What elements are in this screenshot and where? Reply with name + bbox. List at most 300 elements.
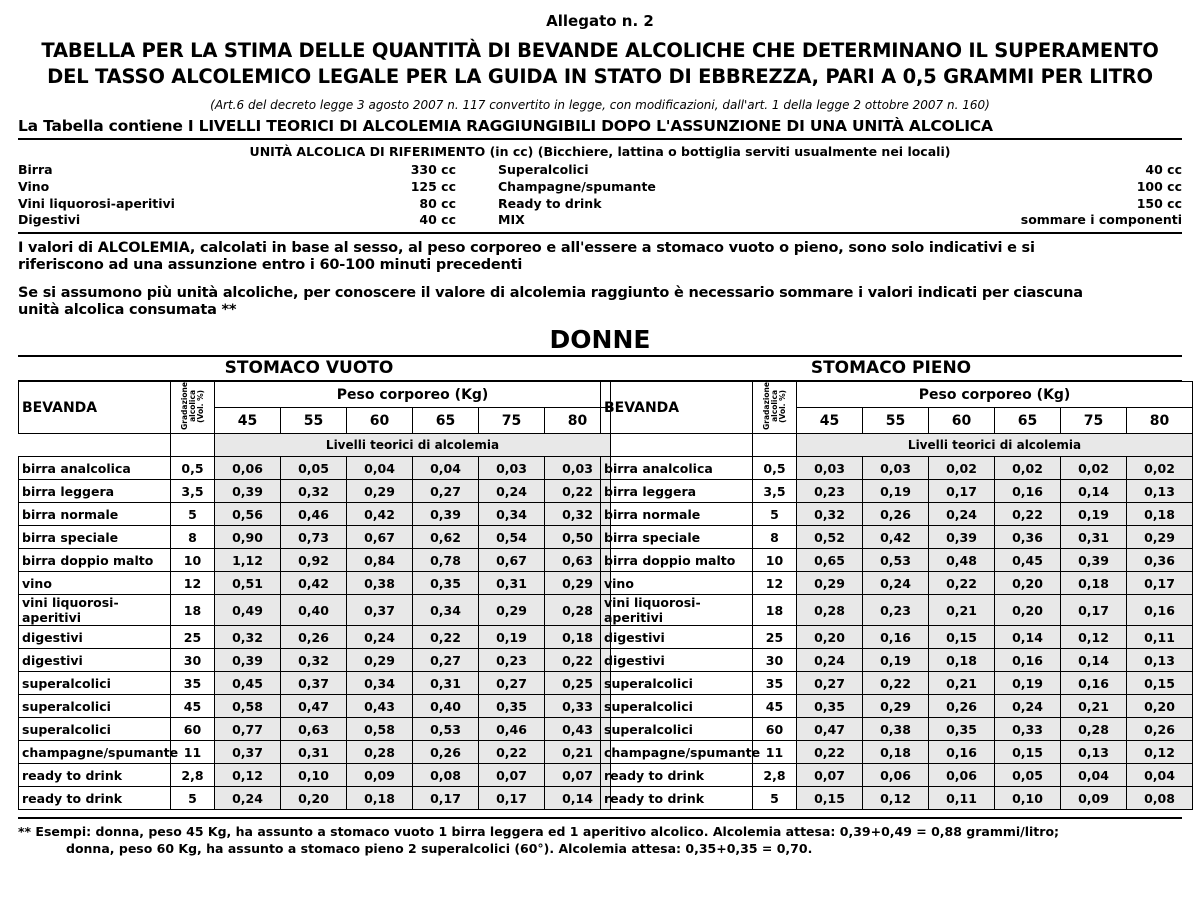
cell-alcolemia: 0,13 <box>1061 741 1127 764</box>
cell-alcolemia: 0,40 <box>413 695 479 718</box>
cell-alcolemia: 0,26 <box>413 741 479 764</box>
cell-alcolemia: 0,14 <box>545 787 611 810</box>
cell-alcolemia: 0,09 <box>347 764 413 787</box>
cell-alcolemia: 0,34 <box>347 672 413 695</box>
cell-alcolemia: 0,18 <box>929 649 995 672</box>
cell-alcolemia: 0,03 <box>545 457 611 480</box>
cell-alcolemia: 0,06 <box>215 457 281 480</box>
table-row <box>601 741 1193 764</box>
cell-alcolemia: 0,07 <box>545 764 611 787</box>
stomaco-headers <box>18 355 1182 381</box>
cell-bevanda: birra doppio malto <box>19 549 171 572</box>
weight-55-pieno: 55 <box>863 408 929 434</box>
cell-alcolemia: 0,31 <box>281 741 347 764</box>
table-row <box>19 672 611 695</box>
cell-alcolemia: 0,26 <box>1127 718 1193 741</box>
cell-alcolemia: 0,14 <box>995 626 1061 649</box>
cell-alcolemia: 0,13 <box>1127 649 1193 672</box>
weight-60-vuoto: 60 <box>347 408 413 434</box>
cell-alcolemia: 0,32 <box>545 503 611 526</box>
col-header-gradazione-pieno <box>753 382 797 434</box>
cell-alcolemia: 0,05 <box>281 457 347 480</box>
cell-gradazione: 5 <box>171 503 215 526</box>
cell-alcolemia: 0,04 <box>413 457 479 480</box>
table-row <box>19 695 611 718</box>
cell-gradazione: 10 <box>171 549 215 572</box>
cell-bevanda: birra leggera <box>601 480 753 503</box>
cell-alcolemia: 0,15 <box>995 741 1061 764</box>
cell-alcolemia: 0,24 <box>347 626 413 649</box>
col-header-livelli-pieno: Livelli teorici di alcolemia <box>797 434 1193 457</box>
note-somma-line-2: unità alcolica consumata ** <box>18 302 237 319</box>
cell-alcolemia: 0,65 <box>797 549 863 572</box>
cell-alcolemia: 0,43 <box>347 695 413 718</box>
cell-alcolemia: 0,18 <box>545 626 611 649</box>
table-row <box>19 595 611 626</box>
ua-left-label-0: Birra <box>18 162 53 178</box>
cell-alcolemia: 0,22 <box>545 649 611 672</box>
cell-alcolemia: 0,14 <box>1061 480 1127 503</box>
cell-bevanda: birra doppio malto <box>601 549 753 572</box>
cell-alcolemia: 0,16 <box>863 626 929 649</box>
cell-gradazione: 25 <box>171 626 215 649</box>
cell-alcolemia: 0,24 <box>863 572 929 595</box>
cell-bevanda: birra normale <box>19 503 171 526</box>
cell-alcolemia: 0,38 <box>863 718 929 741</box>
ua-right-label-0: Superalcolici <box>498 162 589 178</box>
ua-left-label-2: Vini liquorosi-aperitivi <box>18 195 175 211</box>
weight-80-pieno: 80 <box>1127 408 1193 434</box>
cell-alcolemia: 0,05 <box>995 764 1061 787</box>
table-row <box>19 526 611 549</box>
note-alcolemia <box>18 240 1182 274</box>
cell-alcolemia: 0,15 <box>797 787 863 810</box>
cell-alcolemia: 0,19 <box>1061 503 1127 526</box>
cell-alcolemia: 0,39 <box>215 480 281 503</box>
col-header-peso-pieno: Peso corporeo (Kg) <box>797 382 1193 408</box>
ua-left-amount-3: 40 cc <box>419 212 456 228</box>
cell-alcolemia: 0,20 <box>995 595 1061 626</box>
cell-gradazione: 0,5 <box>753 457 797 480</box>
cell-alcolemia: 0,17 <box>413 787 479 810</box>
cell-alcolemia: 0,39 <box>1061 549 1127 572</box>
cell-alcolemia: 0,02 <box>1127 457 1193 480</box>
cell-alcolemia: 0,43 <box>545 718 611 741</box>
ua-right-label-2: Ready to drink <box>498 195 602 211</box>
cell-alcolemia: 0,19 <box>863 649 929 672</box>
cell-gradazione: 45 <box>171 695 215 718</box>
cell-bevanda: vini liquorosi-aperitivi <box>19 595 171 626</box>
cell-alcolemia: 0,24 <box>995 695 1061 718</box>
cell-alcolemia: 0,26 <box>929 695 995 718</box>
table-head-vuoto <box>19 382 611 457</box>
cell-alcolemia: 0,17 <box>479 787 545 810</box>
cell-alcolemia: 0,67 <box>347 526 413 549</box>
cell-alcolemia: 0,34 <box>413 595 479 626</box>
cell-alcolemia: 0,21 <box>929 595 995 626</box>
cell-alcolemia: 0,11 <box>929 787 995 810</box>
cell-alcolemia: 0,28 <box>797 595 863 626</box>
weight-65-vuoto: 65 <box>413 408 479 434</box>
table-row <box>601 457 1193 480</box>
ua-left-label-1: Vino <box>18 179 50 195</box>
cell-alcolemia: 0,77 <box>215 718 281 741</box>
cell-gradazione: 3,5 <box>753 480 797 503</box>
cell-gradazione: 60 <box>753 718 797 741</box>
cell-alcolemia: 0,47 <box>797 718 863 741</box>
cell-bevanda: superalcolici <box>601 695 753 718</box>
ua-right-amount-1: 100 cc <box>1136 179 1182 195</box>
col-header-bevanda-pieno: BEVANDA <box>601 382 753 434</box>
cell-alcolemia: 0,45 <box>215 672 281 695</box>
ua-right-amount-3: sommare i componenti <box>1020 212 1182 228</box>
cell-gradazione: 11 <box>753 741 797 764</box>
cell-bevanda: birra analcolica <box>19 457 171 480</box>
cell-gradazione: 45 <box>753 695 797 718</box>
cell-alcolemia: 0,62 <box>413 526 479 549</box>
ua-left-amount-2: 80 cc <box>419 195 456 211</box>
cell-alcolemia: 0,24 <box>797 649 863 672</box>
cell-alcolemia: 0,32 <box>281 649 347 672</box>
cell-alcolemia: 0,04 <box>1127 764 1193 787</box>
cell-alcolemia: 0,18 <box>863 741 929 764</box>
weight-75-vuoto: 75 <box>479 408 545 434</box>
cell-alcolemia: 0,03 <box>479 457 545 480</box>
cell-alcolemia: 0,46 <box>281 503 347 526</box>
cell-gradazione: 12 <box>171 572 215 595</box>
cell-alcolemia: 0,53 <box>413 718 479 741</box>
weight-80-vuoto: 80 <box>545 408 611 434</box>
cell-alcolemia: 0,16 <box>995 649 1061 672</box>
cell-gradazione: 0,5 <box>171 457 215 480</box>
cell-alcolemia: 0,35 <box>797 695 863 718</box>
law-reference: (Art.6 del decreto legge 3 agosto 2007 n. 117 convertito in legge, con modificazioni, dall'art. 1 della legge 2 ottobre 2007 n. 160) <box>210 98 990 113</box>
weight-55-vuoto: 55 <box>281 408 347 434</box>
unita-alcolica-grid <box>18 162 1182 229</box>
cell-gradazione: 8 <box>753 526 797 549</box>
cell-alcolemia: 0,32 <box>215 626 281 649</box>
table-stomaco-pieno <box>600 381 1182 810</box>
cell-alcolemia: 0,06 <box>929 764 995 787</box>
cell-alcolemia: 0,12 <box>1127 741 1193 764</box>
cell-alcolemia: 0,29 <box>479 595 545 626</box>
table-row <box>19 457 611 480</box>
cell-alcolemia: 0,20 <box>1127 695 1193 718</box>
cell-gradazione: 30 <box>753 649 797 672</box>
cell-gradazione: 25 <box>753 626 797 649</box>
cell-gradazione: 18 <box>171 595 215 626</box>
cell-alcolemia: 0,37 <box>281 672 347 695</box>
cell-alcolemia: 0,26 <box>863 503 929 526</box>
cell-alcolemia: 0,35 <box>479 695 545 718</box>
cell-alcolemia: 0,31 <box>479 572 545 595</box>
cell-alcolemia: 0,13 <box>1127 480 1193 503</box>
cell-alcolemia: 0,50 <box>545 526 611 549</box>
alcolemia-tables <box>18 381 1182 810</box>
table-row <box>601 572 1193 595</box>
cell-alcolemia: 0,04 <box>1061 764 1127 787</box>
cell-alcolemia: 0,02 <box>929 457 995 480</box>
cell-gradazione: 5 <box>753 787 797 810</box>
cell-alcolemia: 0,15 <box>1127 672 1193 695</box>
ua-left-amount-0: 330 cc <box>410 162 456 178</box>
cell-bevanda: vino <box>19 572 171 595</box>
cell-alcolemia: 0,03 <box>797 457 863 480</box>
weight-45-vuoto: 45 <box>215 408 281 434</box>
data-table-pieno <box>600 381 1193 810</box>
cell-alcolemia: 0,17 <box>929 480 995 503</box>
note-alcolemia-line-2: riferiscono ad una assunzione entro i 60-100 minuti precedenti <box>18 257 523 274</box>
cell-gradazione: 30 <box>171 649 215 672</box>
cell-alcolemia: 0,37 <box>215 741 281 764</box>
table-row <box>601 787 1193 810</box>
unita-alcolica-heading: UNITÀ ALCOLICA DI RIFERIMENTO (in cc) (Bicchiere, lattina o bottiglia serviti usualmente nei locali) <box>249 144 951 160</box>
cell-alcolemia: 0,19 <box>995 672 1061 695</box>
cell-alcolemia: 0,02 <box>995 457 1061 480</box>
cell-alcolemia: 0,40 <box>281 595 347 626</box>
stomaco-pieno-title: STOMACO PIENO <box>810 358 972 379</box>
cell-gradazione: 18 <box>753 595 797 626</box>
cell-alcolemia: 0,04 <box>347 457 413 480</box>
weight-45-pieno: 45 <box>797 408 863 434</box>
ua-right-amount-2: 150 cc <box>1136 195 1182 211</box>
divider-mid <box>18 232 1182 234</box>
cell-alcolemia: 0,16 <box>1127 595 1193 626</box>
cell-alcolemia: 0,17 <box>1127 572 1193 595</box>
cell-alcolemia: 0,39 <box>215 649 281 672</box>
cell-gradazione: 60 <box>171 718 215 741</box>
cell-alcolemia: 0,22 <box>479 741 545 764</box>
footer-line-2: donna, peso 60 Kg, ha assunto a stomaco pieno 2 superalcolici (60°). Alcolemia attesa: 0,35+0,35 = 0,70. <box>66 841 813 857</box>
cell-alcolemia: 0,12 <box>215 764 281 787</box>
cell-alcolemia: 0,42 <box>863 526 929 549</box>
cell-alcolemia: 1,12 <box>215 549 281 572</box>
cell-bevanda: ready to drink <box>601 787 753 810</box>
cell-alcolemia: 0,20 <box>797 626 863 649</box>
cell-alcolemia: 0,21 <box>545 741 611 764</box>
col-header-livelli-vuoto: Livelli teorici di alcolemia <box>215 434 611 457</box>
cell-alcolemia: 0,27 <box>413 480 479 503</box>
cell-alcolemia: 0,12 <box>1061 626 1127 649</box>
cell-alcolemia: 0,39 <box>413 503 479 526</box>
table-body-pieno <box>601 457 1193 810</box>
cell-alcolemia: 0,21 <box>929 672 995 695</box>
gradazione-vertical-label: Gradazione alcolica (Vol. %) <box>179 382 205 431</box>
cell-gradazione: 35 <box>171 672 215 695</box>
cell-bevanda: birra analcolica <box>601 457 753 480</box>
table-row <box>601 672 1193 695</box>
table-row <box>601 626 1193 649</box>
cell-alcolemia: 0,27 <box>797 672 863 695</box>
cell-alcolemia: 0,21 <box>1061 695 1127 718</box>
cell-alcolemia: 0,92 <box>281 549 347 572</box>
cell-bevanda: ready to drink <box>19 764 171 787</box>
cell-alcolemia: 0,19 <box>863 480 929 503</box>
cell-alcolemia: 0,10 <box>281 764 347 787</box>
ua-right-amount-0: 40 cc <box>1145 162 1182 178</box>
col-header-bevanda-vuoto: BEVANDA <box>19 382 171 434</box>
cell-alcolemia: 0,29 <box>545 572 611 595</box>
cell-alcolemia: 0,37 <box>347 595 413 626</box>
cell-alcolemia: 0,35 <box>929 718 995 741</box>
cell-alcolemia: 0,18 <box>1127 503 1193 526</box>
cell-alcolemia: 0,29 <box>347 649 413 672</box>
cell-alcolemia: 0,33 <box>545 695 611 718</box>
cell-alcolemia: 0,25 <box>545 672 611 695</box>
table-head-pieno <box>601 382 1193 457</box>
cell-alcolemia: 0,35 <box>413 572 479 595</box>
cell-gradazione: 8 <box>171 526 215 549</box>
cell-bevanda: digestivi <box>19 649 171 672</box>
cell-alcolemia: 0,42 <box>281 572 347 595</box>
section-title-donne: DONNE <box>549 325 651 355</box>
cell-alcolemia: 0,12 <box>863 787 929 810</box>
cell-bevanda: birra speciale <box>601 526 753 549</box>
cell-alcolemia: 0,47 <box>281 695 347 718</box>
table-row <box>19 787 611 810</box>
table-row <box>601 695 1193 718</box>
footer-examples <box>18 817 1182 858</box>
cell-alcolemia: 0,31 <box>1061 526 1127 549</box>
divider-top <box>18 138 1182 140</box>
cell-alcolemia: 0,24 <box>929 503 995 526</box>
cell-alcolemia: 0,36 <box>995 526 1061 549</box>
cell-alcolemia: 0,38 <box>347 572 413 595</box>
note-somma-line-1: Se si assumono più unità alcoliche, per conoscere il valore di alcolemia raggiunto è necessario sommare i valori indicati per ciascuna <box>18 285 1083 302</box>
table-row <box>19 572 611 595</box>
table-row <box>601 480 1193 503</box>
data-table-vuoto <box>18 381 611 810</box>
cell-alcolemia: 0,58 <box>215 695 281 718</box>
cell-alcolemia: 0,20 <box>995 572 1061 595</box>
col-header-peso-vuoto: Peso corporeo (Kg) <box>215 382 611 408</box>
cell-bevanda: birra normale <box>601 503 753 526</box>
cell-alcolemia: 0,39 <box>929 526 995 549</box>
cell-bevanda: vini liquorosi-aperitivi <box>601 595 753 626</box>
footer-line-1: ** Esempi: donna, peso 45 Kg, ha assunto a stomaco vuoto 1 birra leggera ed 1 aperitivo alcolico. Alcolemia attesa: 0,39+0,49 = 0,88 grammi/litro; <box>18 824 1060 840</box>
weight-60-pieno: 60 <box>929 408 995 434</box>
table-stomaco-vuoto <box>18 381 600 810</box>
cell-alcolemia: 0,08 <box>413 764 479 787</box>
cell-alcolemia: 0,24 <box>215 787 281 810</box>
cell-alcolemia: 0,36 <box>1127 549 1193 572</box>
cell-bevanda: superalcolici <box>19 695 171 718</box>
cell-alcolemia: 0,22 <box>929 572 995 595</box>
cell-alcolemia: 0,42 <box>347 503 413 526</box>
cell-alcolemia: 0,08 <box>1127 787 1193 810</box>
cell-alcolemia: 0,26 <box>281 626 347 649</box>
cell-alcolemia: 0,14 <box>1061 649 1127 672</box>
cell-alcolemia: 0,29 <box>1127 526 1193 549</box>
cell-alcolemia: 0,29 <box>863 695 929 718</box>
note-alcolemia-line-1: I valori di ALCOLEMIA, calcolati in base al sesso, al peso corporeo e all'essere a stomaco vuoto o pieno, sono solo indicativi e si <box>18 239 1035 256</box>
cell-alcolemia: 0,28 <box>1061 718 1127 741</box>
cell-alcolemia: 0,48 <box>929 549 995 572</box>
cell-alcolemia: 0,46 <box>479 718 545 741</box>
cell-gradazione: 5 <box>753 503 797 526</box>
cell-alcolemia: 0,32 <box>281 480 347 503</box>
cell-alcolemia: 0,22 <box>995 503 1061 526</box>
cell-alcolemia: 0,07 <box>797 764 863 787</box>
cell-alcolemia: 0,07 <box>479 764 545 787</box>
cell-alcolemia: 0,56 <box>215 503 281 526</box>
cell-bevanda: ready to drink <box>19 787 171 810</box>
allegato-label: Allegato n. 2 <box>546 12 654 30</box>
cell-alcolemia: 0,03 <box>863 457 929 480</box>
cell-alcolemia: 0,51 <box>215 572 281 595</box>
table-row <box>19 764 611 787</box>
table-row <box>601 764 1193 787</box>
cell-alcolemia: 0,27 <box>413 649 479 672</box>
table-row <box>601 595 1193 626</box>
cell-gradazione: 2,8 <box>171 764 215 787</box>
cell-alcolemia: 0,33 <box>995 718 1061 741</box>
table-row <box>19 649 611 672</box>
cell-alcolemia: 0,17 <box>1061 595 1127 626</box>
cell-alcolemia: 0,11 <box>1127 626 1193 649</box>
cell-alcolemia: 0,31 <box>413 672 479 695</box>
cell-alcolemia: 0,34 <box>479 503 545 526</box>
cell-alcolemia: 0,16 <box>1061 672 1127 695</box>
ua-right-label-3: MIX <box>498 212 525 228</box>
cell-gradazione: 3,5 <box>171 480 215 503</box>
cell-bevanda: ready to drink <box>601 764 753 787</box>
table-row <box>601 718 1193 741</box>
table-row <box>19 503 611 526</box>
document-title-line-2: DEL TASSO ALCOLEMICO LEGALE PER LA GUIDA IN STATO DI EBBREZZA, PARI A 0,5 GRAMMI PER LITRO <box>47 64 1153 88</box>
cell-bevanda: superalcolici <box>601 672 753 695</box>
cell-alcolemia: 0,63 <box>545 549 611 572</box>
lead-paragraph: La Tabella contiene I LIVELLI TEORICI DI ALCOLEMIA RAGGIUNGIBILI DOPO L'ASSUNZIONE DI UNA UNITÀ ALCOLICA <box>18 117 993 136</box>
cell-alcolemia: 0,24 <box>479 480 545 503</box>
cell-bevanda: champagne/spumante <box>601 741 753 764</box>
table-row <box>601 549 1193 572</box>
cell-alcolemia: 0,22 <box>863 672 929 695</box>
table-body-vuoto <box>19 457 611 810</box>
cell-alcolemia: 0,06 <box>863 764 929 787</box>
cell-bevanda: vino <box>601 572 753 595</box>
cell-alcolemia: 0,23 <box>479 649 545 672</box>
cell-bevanda: birra speciale <box>19 526 171 549</box>
cell-alcolemia: 0,19 <box>479 626 545 649</box>
cell-alcolemia: 0,23 <box>797 480 863 503</box>
stomaco-vuoto-title: STOMACO VUOTO <box>224 358 394 379</box>
cell-gradazione: 2,8 <box>753 764 797 787</box>
table-row <box>19 718 611 741</box>
cell-alcolemia: 0,49 <box>215 595 281 626</box>
cell-alcolemia: 0,73 <box>281 526 347 549</box>
table-row <box>19 741 611 764</box>
cell-bevanda: birra leggera <box>19 480 171 503</box>
cell-bevanda: digestivi <box>601 649 753 672</box>
cell-alcolemia: 0,23 <box>863 595 929 626</box>
cell-bevanda: superalcolici <box>601 718 753 741</box>
table-row <box>19 549 611 572</box>
cell-alcolemia: 0,18 <box>1061 572 1127 595</box>
document-title-line-1: TABELLA PER LA STIMA DELLE QUANTITÀ DI BEVANDE ALCOLICHE CHE DETERMINANO IL SUPERAMENTO <box>41 39 1159 62</box>
cell-alcolemia: 0,10 <box>995 787 1061 810</box>
ua-left-label-3: Digestivi <box>18 212 81 228</box>
cell-alcolemia: 0,58 <box>347 718 413 741</box>
cell-gradazione: 5 <box>171 787 215 810</box>
gradazione-vertical-label: Gradazione alcolica (Vol. %) <box>761 382 787 431</box>
cell-alcolemia: 0,84 <box>347 549 413 572</box>
cell-bevanda: digestivi <box>19 626 171 649</box>
cell-alcolemia: 0,52 <box>797 526 863 549</box>
cell-alcolemia: 0,22 <box>797 741 863 764</box>
cell-alcolemia: 0,27 <box>479 672 545 695</box>
cell-alcolemia: 0,53 <box>863 549 929 572</box>
